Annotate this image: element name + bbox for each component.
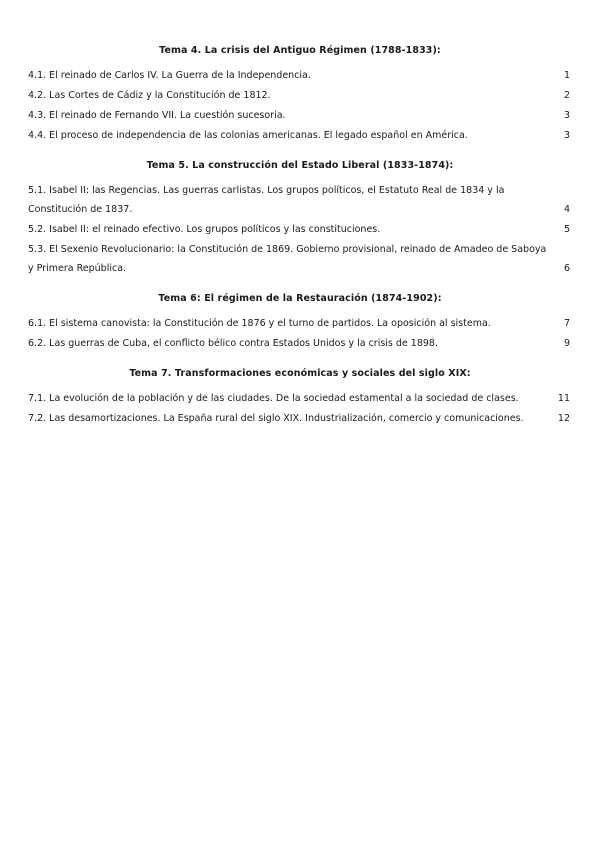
- entry-text: 6.2. Las guerras de Cuba, el conflicto bélico contra Estados Unidos y la crisis de 1898.: [28, 338, 438, 349]
- section-title: Tema 6: El régimen de la Restauración (1874-1902):: [158, 293, 442, 304]
- section-title: Tema 4. La crisis del Antiguo Régimen (1788-1833):: [159, 45, 441, 56]
- toc-section-tema-6: [28, 292, 572, 353]
- entry-text: 4.3. El reinado de Fernando VII. La cuestión sucesoria.: [28, 110, 286, 121]
- entry-page-number: 2: [563, 90, 570, 101]
- toc-entry[interactable]: [28, 66, 572, 85]
- toc-entry[interactable]: [28, 240, 572, 278]
- entry-text: 4.4. El proceso de independencia de las colonias americanas. El legado español en América.: [28, 130, 468, 141]
- toc-entry[interactable]: [28, 389, 572, 408]
- entry-page-number: 7: [563, 318, 570, 329]
- entry-page-number: 11: [557, 393, 570, 404]
- entry-text: 7.2. Las desamortizaciones. La España rural del siglo XIX. Industrialización, comercio y comunicaciones.: [28, 413, 524, 424]
- entry-page-number: 3: [563, 110, 570, 121]
- entry-text: 5.3. El Sexenio Revolucionario: la Constitución de 1869. Gobierno provisional, reinado de Amadeo de Saboya y Primera República.: [28, 244, 547, 274]
- toc-entry[interactable]: [28, 181, 572, 219]
- toc-section-tema-5: [28, 159, 572, 278]
- entry-page-number: 1: [563, 70, 570, 81]
- entry-text: 5.2. Isabel II: el reinado efectivo. Los grupos políticos y las constituciones.: [28, 224, 381, 235]
- entry-page-number: 4: [563, 204, 570, 215]
- entry-page-number: 6: [563, 263, 570, 274]
- toc-entry[interactable]: [28, 106, 572, 125]
- entry-text: 5.1. Isabel II: las Regencias. Las guerras carlistas. Los grupos políticos, el Estatuto Real de 1834 y la Constitución de 1837.: [28, 185, 505, 215]
- table-of-contents: [28, 44, 572, 442]
- toc-entry[interactable]: [28, 409, 572, 428]
- entry-page-number: 9: [563, 338, 570, 349]
- toc-entry[interactable]: [28, 334, 572, 353]
- toc-entry[interactable]: [28, 86, 572, 105]
- entry-text: 7.1. La evolución de la población y de las ciudades. De la sociedad estamental a la sociedad de clases.: [28, 393, 519, 404]
- toc-entry[interactable]: [28, 126, 572, 145]
- section-title: Tema 7. Transformaciones económicas y sociales del siglo XIX:: [129, 368, 471, 379]
- toc-section-tema-4: [28, 44, 572, 145]
- entry-text: 4.2. Las Cortes de Cádiz y la Constitución de 1812.: [28, 90, 271, 101]
- toc-entry[interactable]: [28, 220, 572, 239]
- entry-page-number: 3: [563, 130, 570, 141]
- toc-section-tema-7: [28, 367, 572, 428]
- entry-text: 6.1. El sistema canovista: la Constitución de 1876 y el turno de partidos. La oposición al sistema.: [28, 318, 491, 329]
- section-title: Tema 5. La construcción del Estado Liberal (1833-1874):: [146, 160, 454, 171]
- entry-text: 4.1. El reinado de Carlos IV. La Guerra de la Independencia.: [28, 70, 311, 81]
- entry-page-number: 12: [557, 413, 570, 424]
- entry-page-number: 5: [563, 224, 570, 235]
- toc-entry[interactable]: [28, 314, 572, 333]
